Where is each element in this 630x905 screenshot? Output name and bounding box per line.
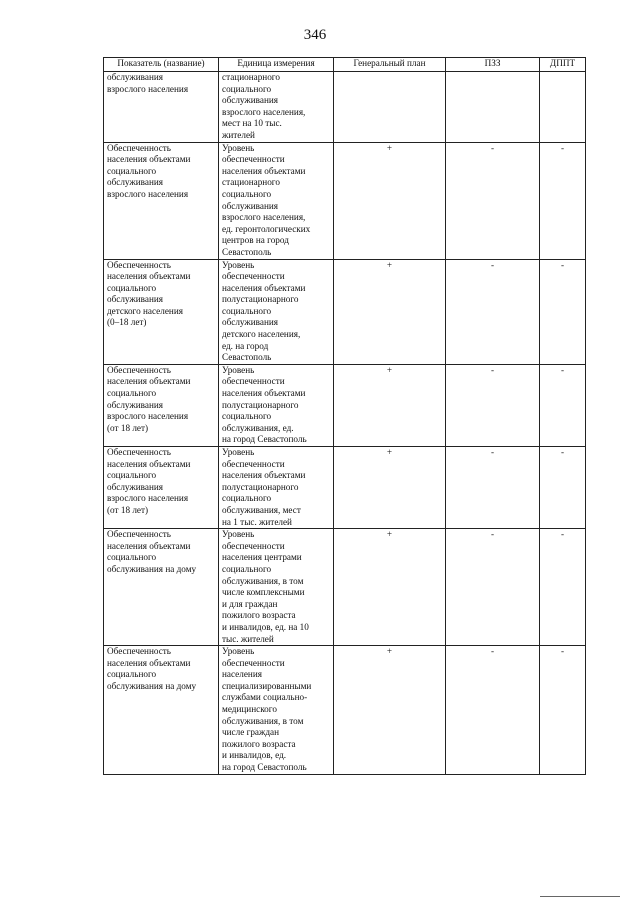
unit-cell (219, 259, 334, 364)
table-row (104, 364, 586, 446)
table-row (104, 529, 586, 646)
dppt-cell: - (540, 259, 586, 364)
dppt-cell: - (540, 646, 586, 775)
indicator-text: Обеспеченность населения объектами социального обслуживания взрослого населения (от 18 лет) (107, 364, 191, 433)
dppt-cell: - (540, 364, 586, 446)
dppt-cell: - (540, 529, 586, 646)
table-row (104, 646, 586, 775)
indicator-text: Обеспеченность населения объектами социального обслуживания на дому (107, 646, 197, 691)
pzz-cell: - (446, 447, 540, 529)
unit-text: Уровень обеспеченности населения объектами полустационарного социального обслуживания, ед. на город Севастополь (222, 364, 307, 445)
general-plan-cell: + (334, 529, 446, 646)
dppt-cell: - (540, 447, 586, 529)
header-unit: Единица измерения (219, 58, 334, 72)
indicator-text: Обеспеченность населения объектами социального обслуживания взрослого населения (107, 142, 191, 199)
pzz-cell (446, 72, 540, 143)
indicators-table (103, 57, 586, 775)
header-pzz: ПЗЗ (446, 58, 540, 72)
indicator-cell (104, 72, 219, 143)
indicator-cell (104, 447, 219, 529)
indicator-text: Обеспеченность населения объектами социального обслуживания взрослого населения (от 18 лет) (107, 447, 191, 515)
unit-text: Уровень обеспеченности населения центрами социального обслуживания, в том числе комплексными и для граждан пожилого возраста и инвалидов, ед. на 10 тыс. жителей (222, 529, 309, 644)
table-row (104, 259, 586, 364)
unit-cell (219, 364, 334, 446)
pzz-cell: - (446, 646, 540, 775)
pzz-cell: - (446, 259, 540, 364)
general-plan-cell: + (334, 364, 446, 446)
pzz-cell: - (446, 142, 540, 259)
general-plan-cell: + (334, 646, 446, 775)
header-indicator: Показатель (название) (104, 58, 219, 72)
table-header-row (104, 58, 586, 72)
pzz-cell: - (446, 529, 540, 646)
indicator-text: Обеспеченность населения объектами социального обслуживания на дому (107, 529, 197, 574)
general-plan-cell: + (334, 447, 446, 529)
indicator-text: Обеспеченность населения объектами социального обслуживания детского населения (0–18 лет) (107, 259, 191, 328)
page-number: 346 (303, 27, 327, 43)
table-row (104, 142, 586, 259)
scan-edge-line (540, 896, 620, 897)
pzz-cell: - (446, 364, 540, 446)
header-dppt: ДППТ (540, 58, 586, 72)
general-plan-cell: + (334, 142, 446, 259)
indicator-cell (104, 142, 219, 259)
header-general-plan: Генеральный план (334, 58, 446, 72)
unit-text: стационарного социального обслуживания взрослого населения, мест на 10 тыс. жителей (222, 72, 306, 140)
unit-cell (219, 646, 334, 775)
unit-text: Уровень обеспеченности населения специализированными службами социально- медицинского обслуживания, в том числе граждан пожилого возраста и инвалидов, ед. на город Севастополь (222, 646, 312, 773)
unit-text: Уровень обеспеченности населения объектами стационарного социального обслуживания взрослого населения, ед. геронтологических центров на город Севастополь (222, 142, 311, 257)
table-row (104, 447, 586, 529)
indicator-cell (104, 259, 219, 364)
unit-cell (219, 447, 334, 529)
table-row (104, 72, 586, 143)
unit-cell (219, 529, 334, 646)
unit-cell (219, 72, 334, 143)
indicator-cell (104, 529, 219, 646)
unit-cell (219, 142, 334, 259)
general-plan-cell (334, 72, 446, 143)
indicator-text: обслуживания взрослого населения (107, 72, 189, 94)
unit-text: Уровень обеспеченности населения объектами полустационарного социального обслуживания детского населения, ед. на город Севастополь (222, 259, 306, 363)
general-plan-cell: + (334, 259, 446, 364)
indicator-cell (104, 646, 219, 775)
dppt-cell (540, 72, 586, 143)
dppt-cell: - (540, 142, 586, 259)
indicator-cell (104, 364, 219, 446)
unit-text: Уровень обеспеченности населения объектами полустационарного социального обслуживания, мест на 1 тыс. жителей (222, 447, 306, 527)
